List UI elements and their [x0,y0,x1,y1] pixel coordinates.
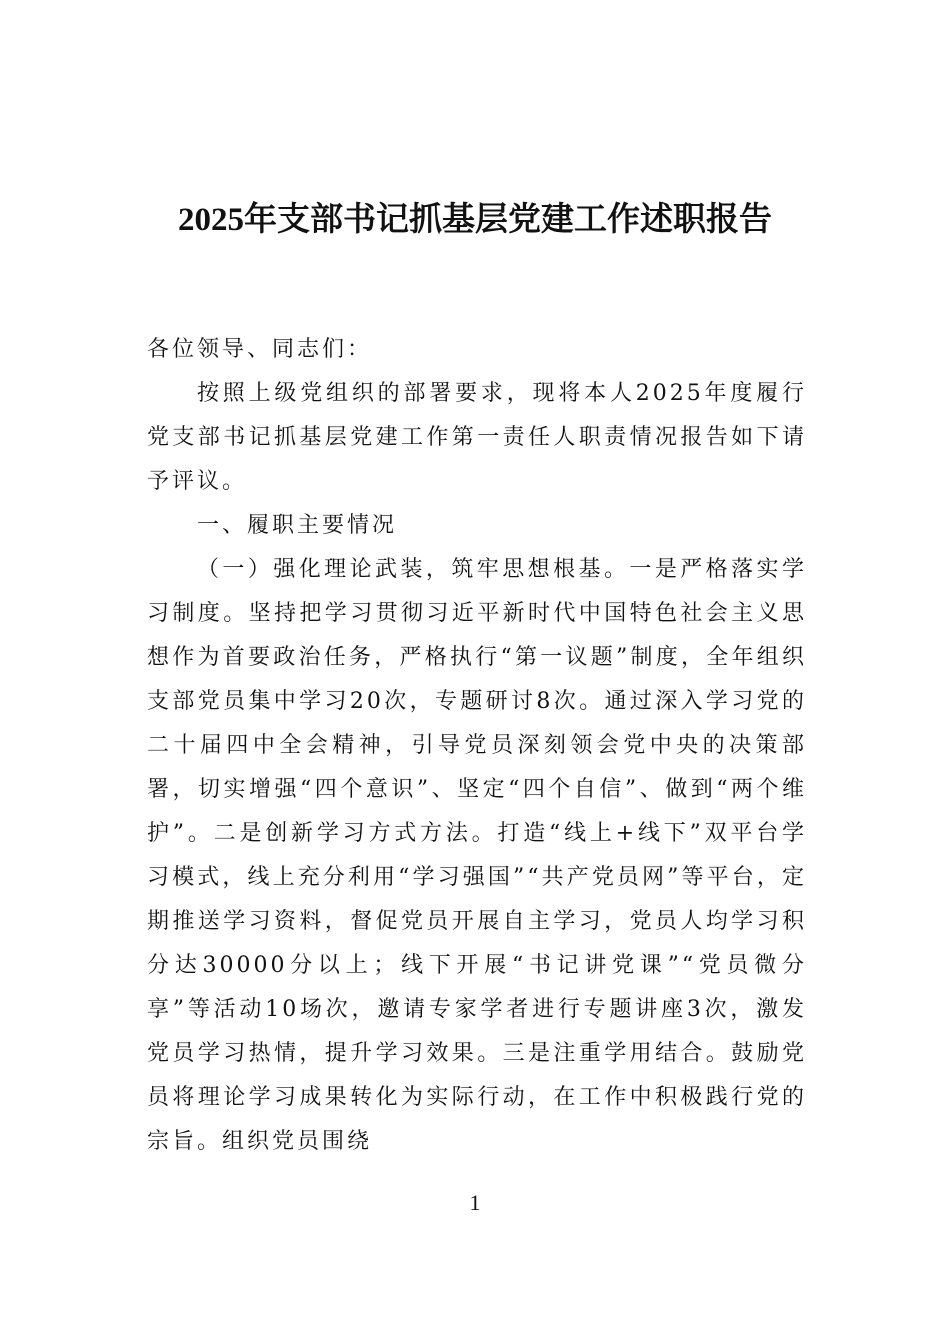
document-title: 2025年支部书记抓基层党建工作述职报告 [178,202,772,238]
body-paragraph: （一）强化理论武装，筑牢思想根基。一是严格落实学习制度。坚持把学习贯彻习近平新时代中国特色社会主义思想作为首要政治任务，严格执行“第一议题”制度，全年组织支部党员集中学习20次，专题研讨8次。通过深入学习党的二十届四中全会精神，引导党员深刻领会党中央的决策部署，切实增强“四个意识”、坚定“四个自信”、做到“两个维护”。二是创新学习方式方法。打造“线上+线下”双平台学习模式，线上充分利用“学习强国”“共产党员网”等平台，定期推送学习资料，督促党员开展自主学习，党员人均学习积分达30000分以上；线下开展“书记讲党课”“党员微分享”等活动10场次，邀请专家学者进行专题讲座3次，激发党员学习热情，提升学习效果。三是注重学用结合。鼓励党员将理论学习成果转化为实际行动，在工作中积极践行党的宗旨。组织党员围绕 [147,557,807,1154]
salutation: 各位领导、同志们： [147,337,373,362]
intro-paragraph: 按照上级党组织的部署要求，现将本人2025年度履行党支部书记抓基层党建工作第一责任人职责情况报告如下请予评议。 [147,381,807,494]
section-heading: 一、履职主要情况 [197,513,398,538]
document-body [147,328,807,1164]
page-number: 1 [469,1190,481,1215]
